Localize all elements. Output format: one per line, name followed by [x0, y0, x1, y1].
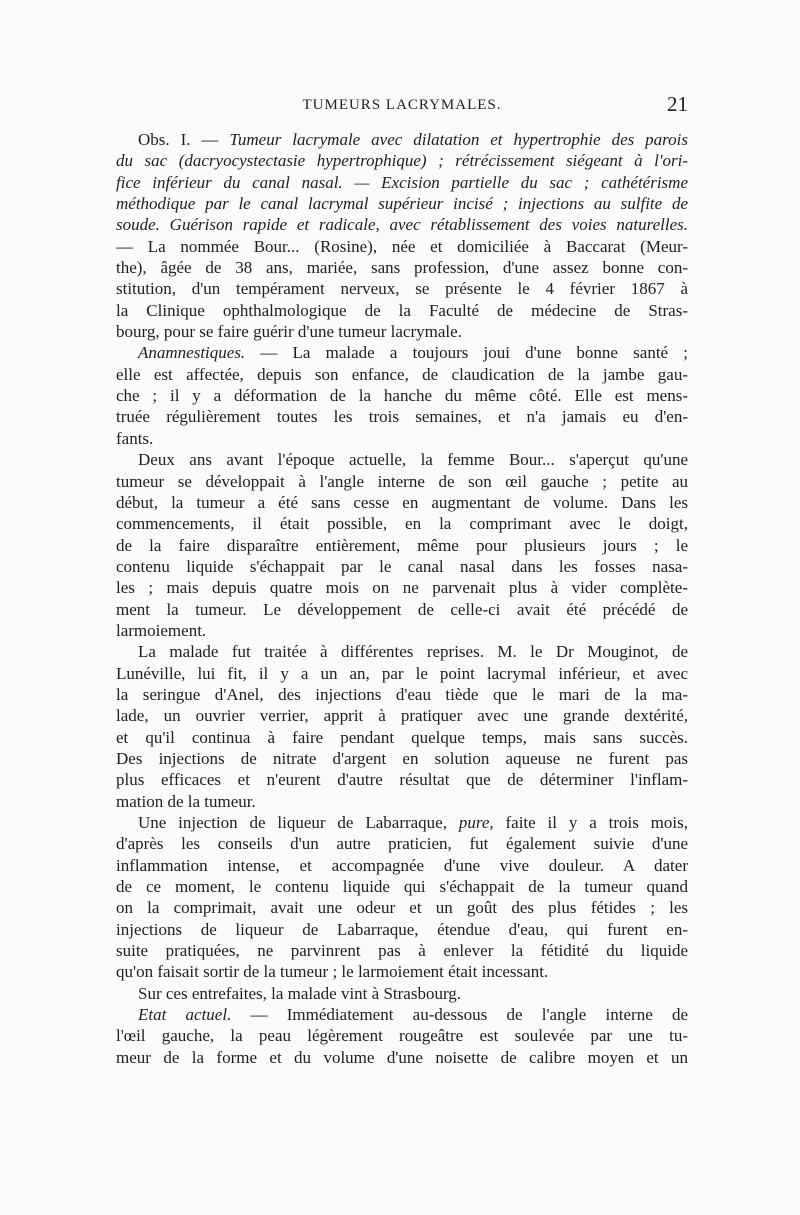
text-line: [116, 641, 688, 662]
italic-segment: Etat actuel.: [138, 1005, 232, 1025]
text-line: [116, 727, 688, 748]
text-line: [116, 214, 688, 235]
text-line: [116, 513, 688, 534]
text-segment: — La malade a toujours joui d'une bonne santé ;: [245, 343, 688, 363]
italic-segment: Anamnestiques.: [138, 343, 246, 363]
body-text: [116, 129, 688, 1068]
text-line: [116, 278, 688, 299]
text-segment: on la comprimait, avait une odeur et un goût des plus fétides ; les: [116, 898, 688, 918]
text-segment: lade, un ouvrier verrier, apprit à pratiquer avec une grande dextérité,: [116, 706, 688, 726]
text-line: [116, 428, 688, 449]
text-line: [116, 492, 688, 513]
text-line: [116, 300, 688, 321]
text-segment: elle est affectée, depuis son enfance, de claudication de la jambe gau-: [116, 364, 688, 384]
text-segment: contenu liquide s'échappait par le canal nasal dans les fosses nasa-: [116, 556, 688, 576]
text-line: [116, 1004, 688, 1025]
text-segment: Une injection de liqueur de Labarraque,: [138, 813, 459, 832]
text-line: [116, 812, 688, 833]
text-segment: faite il y a trois mois,: [493, 813, 688, 832]
text-segment: larmoiement.: [116, 620, 207, 640]
text-line: [116, 577, 688, 598]
text-segment: injections de liqueur de Labarraque, étendue d'eau, qui furent en-: [116, 919, 688, 939]
text-line: [116, 748, 688, 769]
text-segment: de ce moment, le contenu liquide qui s'échappait de la tumeur quand: [116, 877, 688, 897]
text-line: [116, 791, 688, 812]
text-segment: l'œil gauche, la peau légèrement rougeâtre est soulevée par une tu-: [116, 1026, 688, 1046]
text-line: [116, 855, 688, 876]
text-line: [116, 321, 688, 342]
italic-segment: Tumeur lacrymale avec dilatation et hypertrophie des parois: [229, 130, 688, 149]
text-segment: début, la tumeur a été sans cesse en augmentant de volume. Dans les: [116, 492, 688, 512]
text-segment: tumeur se développait à l'angle interne de son œil gauche ; petite au: [116, 471, 688, 491]
text-segment: ment la tumeur. Le développement de celle-ci avait été précédé de: [116, 599, 688, 619]
text-segment: qu'on faisait sortir de la tumeur ; le larmoiement était incessant.: [116, 962, 549, 982]
text-line: [116, 535, 688, 556]
text-segment: les ; mais depuis quatre mois on ne parvenait plus à vider complète-: [116, 578, 688, 598]
text-line: [116, 705, 688, 726]
text-segment: — La nommée Bour... (Rosine), née et domiciliée à Baccarat (Meur-: [116, 236, 688, 256]
text-line: [116, 129, 688, 150]
text-line: [116, 257, 688, 278]
text-segment: meur de la forme et du volume d'une noisette de calibre moyen et un: [116, 1047, 688, 1067]
text-segment: Sur ces entrefaites, la malade vint à Strasbourg.: [138, 983, 462, 1003]
text-segment: d'après les conseils d'un autre praticien, fut également suivie d'une: [116, 834, 688, 854]
text-segment: the), âgée de 38 ans, mariée, sans profession, d'une assez bonne con-: [116, 258, 688, 278]
text-segment: mation de la tumeur.: [116, 791, 256, 811]
text-segment: suite pratiquées, ne parvinrent pas à enlever la fétidité du liquide: [116, 941, 688, 961]
text-segment: inflammation intense, et accompagnée d'une vive douleur. A dater: [116, 855, 688, 875]
text-segment: la seringue d'Anel, des injections d'eau tiède que le mari de la ma-: [116, 684, 688, 704]
text-segment: — Immédiatement au-dessous de l'angle interne de: [231, 1005, 689, 1025]
text-line: [116, 833, 688, 854]
text-segment: che ; il y a déformation de la hanche du même côté. Elle est mens-: [116, 386, 688, 406]
running-title: TUMEURS LACRYMALES.: [302, 97, 502, 113]
text-segment: bourg, pour se faire guérir d'une tumeur lacrymale.: [116, 322, 462, 342]
text-line: [116, 364, 688, 385]
text-line: [116, 919, 688, 940]
text-segment: Des injections de nitrate d'argent en solution aqueuse ne furent pas: [116, 748, 688, 768]
text-segment: la Clinique ophthalmologique de la Faculté de médecine de Stras-: [116, 300, 688, 320]
text-line: [116, 769, 688, 790]
text-line: [116, 193, 688, 214]
italic-segment: méthodique par le canal lacrymal supérieur incisé ; injections au sulfite de: [116, 194, 688, 214]
text-line: [116, 1025, 688, 1046]
text-segment: stitution, d'un tempérament nerveux, se présente le 4 février 1867 à: [116, 279, 688, 299]
text-line: [116, 983, 688, 1004]
text-line: [116, 471, 688, 492]
text-line: [116, 385, 688, 406]
text-segment: de la faire disparaître entièrement, même pour plusieurs jours ; le: [116, 535, 688, 555]
page-number: 21: [667, 92, 688, 116]
text-segment: La malade fut traitée à différentes reprises. M. le Dr Mouginot, de: [138, 642, 688, 662]
text-line: [116, 236, 688, 257]
text-line: [116, 342, 688, 363]
text-line: [116, 172, 688, 193]
text-segment: truée régulièrement toutes les trois semaines, et n'a jamais eu d'en-: [116, 407, 688, 427]
italic-segment: du sac (dacryocystectasie hypertrophique) ; rétrécissement siégeant à l'ori-: [116, 151, 688, 171]
text-line: [116, 150, 688, 171]
italic-segment: pure,: [458, 813, 494, 832]
text-segment: commencements, il était possible, en la comprimant avec le doigt,: [116, 514, 688, 534]
text-line: [116, 556, 688, 577]
text-segment: Deux ans avant l'époque actuelle, la femme Bour... s'aperçut qu'une: [138, 450, 688, 470]
text-segment: et qu'il continua à faire pendant quelque temps, mais sans succès.: [116, 727, 688, 747]
text-line: [116, 940, 688, 961]
text-line: [116, 449, 688, 470]
italic-segment: soude. Guérison rapide et radicale, avec rétablissement des voies naturelles.: [116, 215, 688, 235]
italic-segment: fice inférieur du canal nasal. — Excision partielle du sac ; cathétérisme: [116, 172, 688, 192]
text-segment: plus efficaces et n'eurent d'autre résultat que de déterminer l'inflam-: [116, 770, 688, 790]
running-head: [116, 93, 688, 117]
text-line: [116, 897, 688, 918]
text-segment: Lunéville, lui fit, il y a un an, par le point lacrymal inférieur, et avec: [116, 663, 688, 683]
text-line: [116, 1047, 688, 1068]
text-segment: fants.: [116, 428, 154, 448]
text-line: [116, 684, 688, 705]
text-line: [116, 663, 688, 684]
text-line: [116, 876, 688, 897]
text-line: [116, 620, 688, 641]
text-segment: Obs. I. —: [138, 130, 230, 149]
text-line: [116, 599, 688, 620]
text-line: [116, 406, 688, 427]
text-line: [116, 961, 688, 982]
